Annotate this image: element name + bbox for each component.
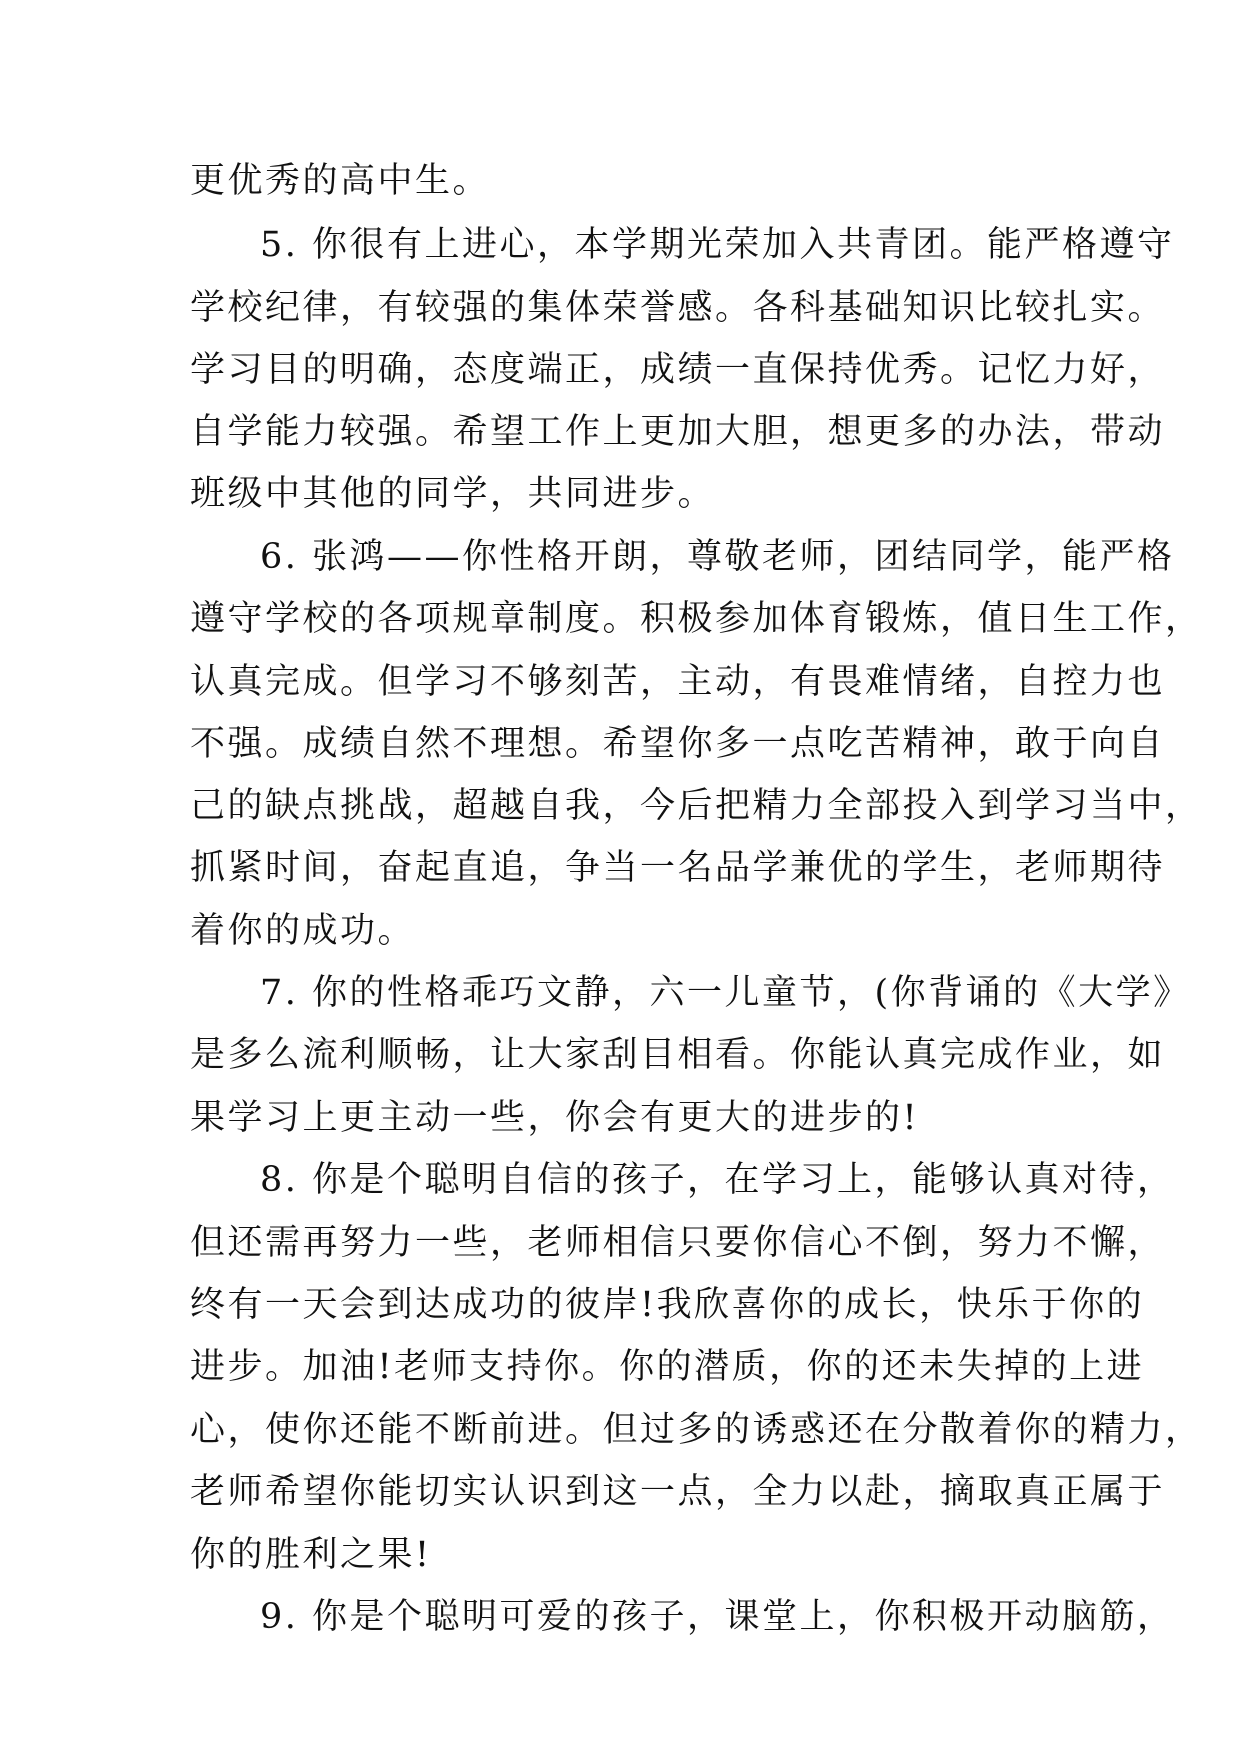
text-line: 5. 你很有上进心，本学期光荣加入共青团。能严格遵守 — [260, 225, 1175, 265]
text-line: 你的胜利之果! — [190, 1535, 432, 1575]
text-line: 遵守学校的各项规章制度。积极参加体育锻炼，值日生工作， — [190, 599, 1203, 639]
text-line: 学习目的明确，态度端正，成绩一直保持优秀。记忆力好， — [190, 350, 1166, 390]
text-line: 心，使你还能不断前进。但过多的诱惑还在分散着你的精力， — [190, 1410, 1203, 1450]
text-line: 抓紧时间，奋起直追，争当一名品学兼优的学生，老师期待 — [190, 848, 1166, 888]
text-line: 不强。成绩自然不理想。希望你多一点吃苦精神，敢于向自 — [190, 724, 1166, 764]
text-line: 6. 张鸿——你性格开朗，尊敬老师，团结同学，能严格 — [260, 537, 1175, 577]
text-line: 但还需再努力一些，老师相信只要你信心不倒，努力不懈， — [190, 1223, 1166, 1263]
text-line: 班级中其他的同学，共同进步。 — [190, 474, 716, 514]
text-line: 果学习上更主动一些，你会有更大的进步的! — [190, 1098, 920, 1138]
text-line: 是多么流利顺畅，让大家刮目相看。你能认真完成作业，如 — [190, 1035, 1166, 1075]
text-line: 进步。加油!老师支持你。你的潜质，你的还未失掉的上进 — [190, 1347, 1145, 1387]
text-line: 更优秀的高中生。 — [190, 161, 491, 201]
text-line: 己的缺点挑战，超越自我，今后把精力全部投入到学习当中， — [190, 786, 1203, 826]
text-line: 老师希望你能切实认识到这一点，全力以赴，摘取真正属于 — [190, 1472, 1166, 1512]
text-line: 7. 你的性格乖巧文静，六一儿童节，(你背诵的《大学》 — [260, 973, 1191, 1013]
text-line: 自学能力较强。希望工作上更加大胆，想更多的办法，带动 — [190, 412, 1166, 452]
text-line: 8. 你是个聪明自信的孩子，在学习上，能够认真对待， — [260, 1160, 1175, 1200]
text-line: 终有一天会到达成功的彼岸!我欣喜你的成长，快乐于你的 — [190, 1285, 1145, 1325]
text-line: 9. 你是个聪明可爱的孩子，课堂上，你积极开动脑筋， — [260, 1597, 1175, 1637]
text-line: 着你的成功。 — [190, 911, 416, 951]
text-line: 学校纪律，有较强的集体荣誉感。各科基础知识比较扎实。 — [190, 288, 1166, 328]
text-line: 认真完成。但学习不够刻苦，主动，有畏难情绪，自控力也 — [190, 662, 1166, 702]
